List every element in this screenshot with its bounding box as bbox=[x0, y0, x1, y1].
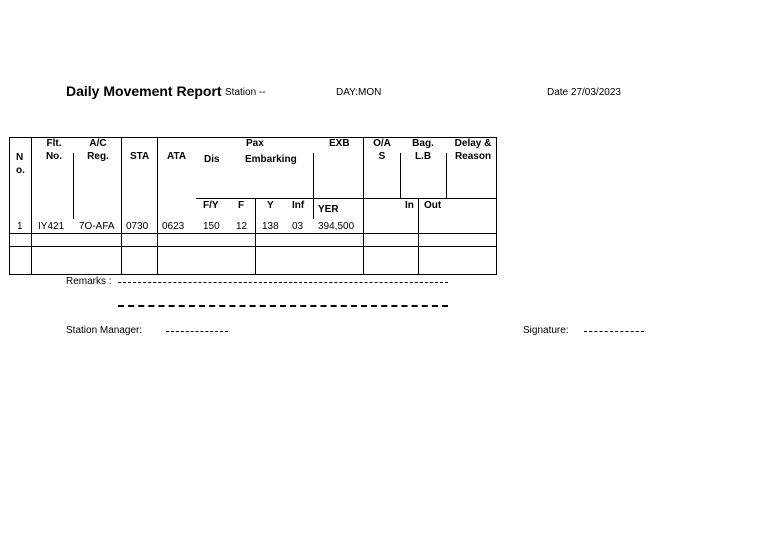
station-label: Station -- bbox=[225, 87, 266, 98]
cell-flt-no: IY421 bbox=[38, 221, 65, 232]
header-f: F bbox=[238, 200, 245, 211]
header-no bbox=[16, 151, 26, 177]
header-no-text: N o. bbox=[16, 152, 25, 176]
header-in: In bbox=[405, 200, 414, 211]
station-manager-line bbox=[166, 331, 228, 332]
header-y: Y bbox=[267, 200, 274, 211]
header-flt-no: Flt. No. bbox=[45, 138, 63, 162]
header-yer: YER bbox=[318, 204, 339, 215]
header-delay-reason: Delay & Reason bbox=[454, 138, 492, 162]
header-exb: EXB bbox=[329, 138, 350, 149]
header-fy: F/Y bbox=[203, 200, 219, 211]
header-bag-lb: Bag. L.B bbox=[412, 138, 434, 162]
header-embarking: Embarking bbox=[245, 154, 297, 165]
header-ata: ATA bbox=[167, 151, 187, 162]
cell-ac-reg: 7O-AFA bbox=[79, 221, 115, 232]
header-out: Out bbox=[424, 200, 442, 211]
cell-f: 12 bbox=[236, 221, 248, 232]
date-label: Date 27/03/2023 bbox=[547, 87, 621, 98]
cell-inf: 03 bbox=[292, 221, 304, 232]
cell-fy: 150 bbox=[203, 221, 220, 232]
header-sta: STA bbox=[130, 151, 150, 162]
day-label: DAY:MON bbox=[336, 87, 382, 98]
remarks-label: Remarks : bbox=[66, 276, 112, 287]
cell-no: 1 bbox=[17, 221, 23, 232]
remarks-line-1 bbox=[118, 282, 448, 283]
header-ac-reg: A/C Reg. bbox=[87, 138, 109, 162]
header-pax: Pax bbox=[246, 138, 264, 149]
cell-ata: 0623 bbox=[162, 221, 185, 232]
signature-label: Signature: bbox=[523, 325, 569, 336]
header-inf: Inf bbox=[292, 200, 305, 211]
header-dis: Dis bbox=[204, 154, 220, 165]
station-manager-label: Station Manager: bbox=[66, 325, 143, 336]
remarks-line-2 bbox=[118, 305, 448, 307]
cell-sta: 0730 bbox=[126, 221, 149, 232]
cell-exb: 394,500 bbox=[318, 221, 355, 232]
header-oas: O/A S bbox=[373, 138, 391, 162]
signature-line bbox=[584, 331, 644, 332]
cell-y: 138 bbox=[262, 221, 279, 232]
report-title: Daily Movement Report bbox=[66, 83, 222, 99]
